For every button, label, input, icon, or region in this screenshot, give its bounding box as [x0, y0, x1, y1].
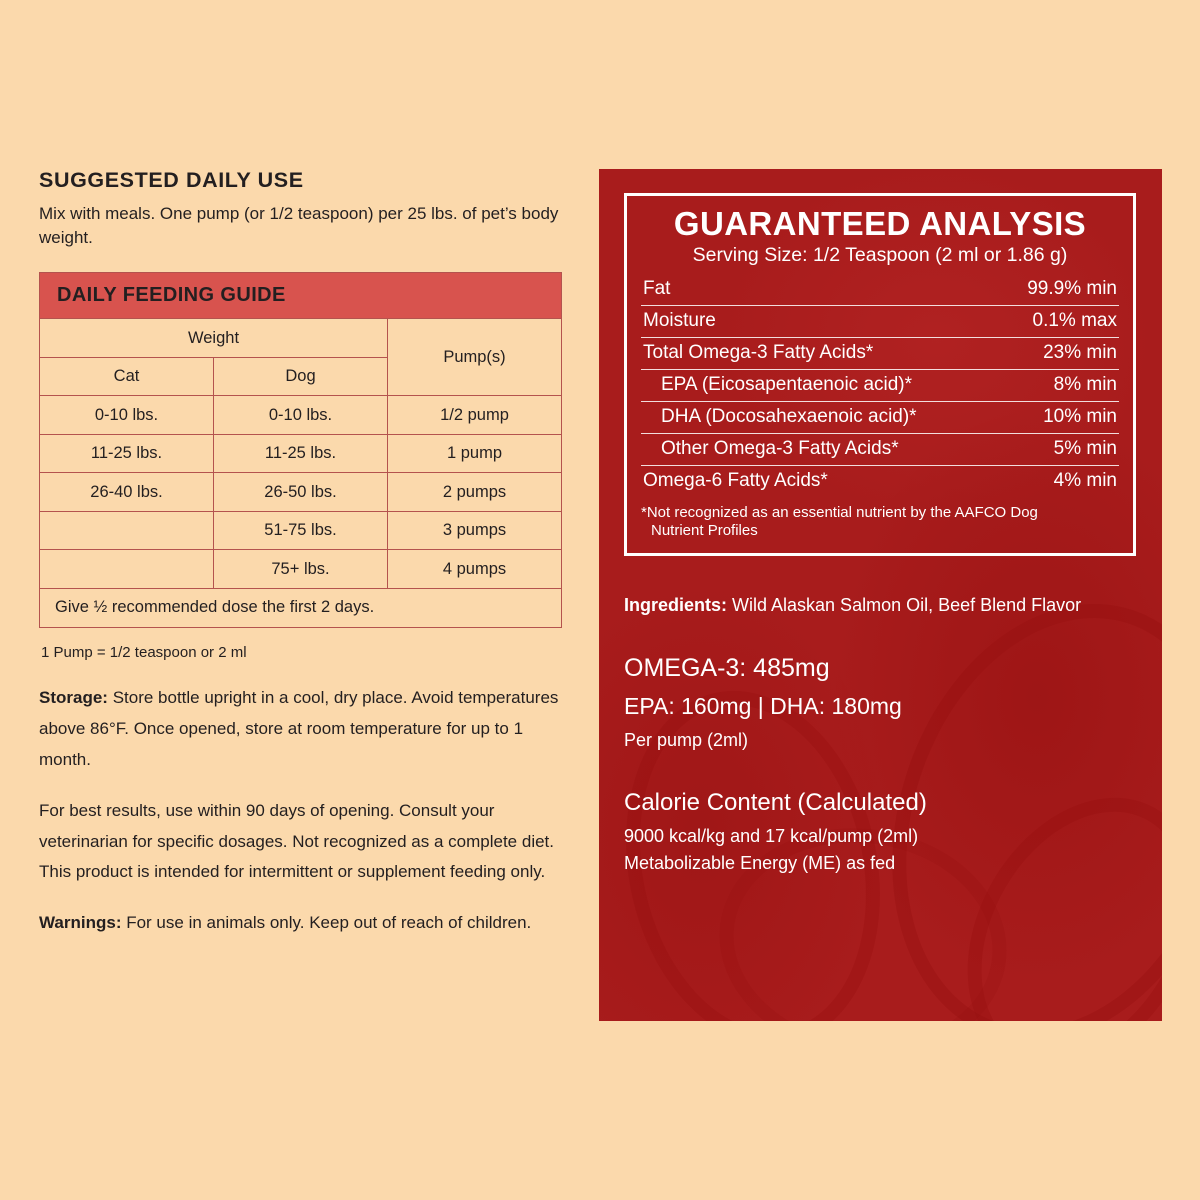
cell-pumps: 3 pumps	[388, 511, 562, 550]
serving-size: Serving Size: 1/2 Teaspoon (2 ml or 1.86 g)	[692, 243, 1068, 266]
omega3-total: OMEGA-3: 485mg	[624, 654, 830, 682]
nutrient-value: 8% min	[998, 369, 1119, 401]
analysis-footnote	[641, 504, 1119, 542]
cell-cat-weight	[40, 550, 214, 589]
cell-dog-weight: 75+ lbs.	[214, 550, 388, 589]
calorie-line-1: 9000 kcal/kg and 17 kcal/pump (2ml)	[624, 826, 919, 846]
pump-equivalence-note: 1 Pump = 1/2 teaspoon or 2 ml	[41, 643, 247, 661]
nutrient-name: Other Omega-3 Fatty Acids*	[641, 433, 998, 465]
table-group-header-row	[40, 319, 562, 358]
cell-dog-weight: 11-25 lbs.	[214, 434, 388, 473]
table-row	[40, 550, 562, 589]
table-row	[40, 396, 562, 435]
warnings-text: For use in animals only. Keep out of reach of children.	[121, 913, 532, 933]
guaranteed-analysis-box	[624, 193, 1136, 556]
cell-pumps: 1/2 pump	[388, 396, 562, 435]
table-row	[40, 511, 562, 550]
suggested-use-description: Mix with meals. One pump (or 1/2 teaspoon) per 25 lbs. of pet’s body weight.	[39, 204, 559, 248]
footnote-line-2: Nutrient Profiles	[651, 522, 758, 540]
guaranteed-analysis-title: GUARANTEED ANALYSIS	[673, 205, 1087, 242]
table-row	[641, 274, 1119, 306]
decorative-swirl	[921, 756, 1162, 1021]
warnings-label: Warnings:	[39, 913, 122, 933]
weight-group-header: Weight	[40, 319, 388, 358]
storage-text: Store bottle upright in a cool, dry place. Avoid temperatures above 86°F. Once opened, store at room temperature for up to 1 month.	[39, 687, 559, 769]
cell-dog-weight: 26-50 lbs.	[214, 473, 388, 512]
best-results-paragraph: For best results, use within 90 days of opening. Consult your veterinarian for specific dosages. Not recognized as a complete diet. This product is intended for intermittent or supplement feeding only.	[39, 800, 554, 882]
cell-dog-weight: 0-10 lbs.	[214, 396, 388, 435]
nutrient-value: 99.9% min	[998, 274, 1119, 306]
table-row	[641, 401, 1119, 433]
table-row	[641, 305, 1119, 337]
table-row	[40, 434, 562, 473]
table-row	[641, 433, 1119, 465]
table-header-row	[40, 273, 562, 319]
cell-cat-weight: 26-40 lbs.	[40, 473, 214, 512]
cell-pumps: 4 pumps	[388, 550, 562, 589]
daily-feeding-guide-table	[39, 272, 562, 628]
table-row	[641, 337, 1119, 369]
epa-dha-values: EPA: 160mg | DHA: 180mg	[624, 693, 902, 719]
analysis-table	[641, 274, 1119, 497]
omega-summary	[624, 654, 902, 751]
per-pump-note: Per pump (2ml)	[624, 730, 749, 750]
dog-column-header: Dog	[214, 357, 388, 396]
cell-cat-weight	[40, 511, 214, 550]
calorie-title: Calorie Content (Calculated)	[624, 789, 927, 816]
nutrient-name: EPA (Eicosapentaenoic acid)*	[641, 369, 998, 401]
table-row	[641, 369, 1119, 401]
warnings-paragraph	[39, 908, 561, 939]
table-row	[40, 473, 562, 512]
guaranteed-analysis-panel	[599, 169, 1162, 1021]
nutrient-value: 23% min	[998, 337, 1119, 369]
ingredients-line	[624, 594, 1144, 617]
pumps-column-header: Pump(s)	[388, 319, 562, 396]
table-row	[641, 465, 1119, 497]
nutrient-name: DHA (Docosahexaenoic acid)*	[641, 401, 998, 433]
ingredients-text: Wild Alaskan Salmon Oil, Beef Blend Flavor	[727, 595, 1082, 615]
suggested-daily-use-section	[39, 168, 564, 959]
page-title: SUGGESTED DAILY USE	[39, 168, 304, 192]
cell-pumps: 1 pump	[388, 434, 562, 473]
nutrient-name: Omega-6 Fatty Acids*	[643, 469, 828, 491]
feeding-guide-title: DAILY FEEDING GUIDE	[40, 273, 562, 319]
nutrient-name: Moisture	[641, 305, 998, 337]
cell-cat-weight: 11-25 lbs.	[40, 434, 214, 473]
nutrient-name: Fat	[641, 274, 998, 306]
footnote-line-1: *Not recognized as an essential nutrient by the AAFCO Dog	[641, 503, 1038, 521]
cell-pumps: 2 pumps	[388, 473, 562, 512]
table-footer-row	[40, 588, 562, 627]
ingredients-label: Ingredients:	[624, 595, 728, 615]
calorie-line-2: Metabolizable Energy (ME) as fed	[624, 853, 896, 873]
storage-paragraph	[39, 683, 561, 776]
storage-label: Storage:	[39, 687, 108, 707]
nutrient-value: 5% min	[998, 433, 1119, 465]
nutrient-value: 4% min	[1053, 469, 1117, 491]
calorie-content	[624, 789, 927, 877]
cat-column-header: Cat	[40, 357, 214, 396]
cell-dog-weight: 51-75 lbs.	[214, 511, 388, 550]
nutrient-value: 10% min	[998, 401, 1119, 433]
feeding-guide-note: Give ½ recommended dose the first 2 days.	[40, 588, 562, 627]
nutrient-value: 0.1% max	[998, 305, 1119, 337]
cell-cat-weight: 0-10 lbs.	[40, 396, 214, 435]
nutrient-name: Total Omega-3 Fatty Acids*	[641, 337, 998, 369]
